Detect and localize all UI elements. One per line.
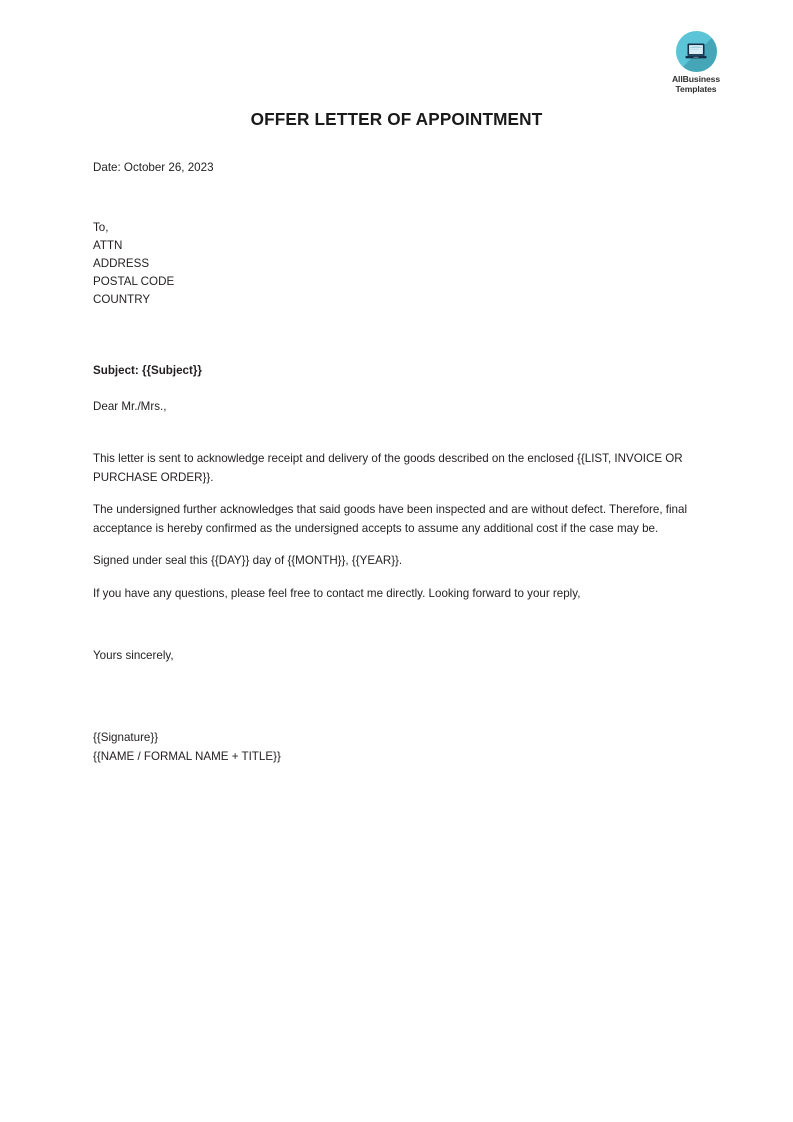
body-paragraphs [93,450,697,617]
letter-body [93,159,697,763]
address-line: To, [93,221,109,234]
body-paragraph: Signed under seal this {{DAY}} day of {{MONTH}}, {{YEAR}}. [93,554,403,567]
body-paragraph: This letter is sent to acknowledge receipt and delivery of the goods described on the enclosed {{LIST, INVOICE OR PURCHASE ORDER}}. [93,452,683,484]
date-line: Date: October 26, 2023 [93,161,214,174]
laptop-icon [685,42,707,61]
closing-line: Yours sincerely, [93,649,174,662]
body-paragraph: The undersigned further acknowledges that said goods have been inspected and are without defect. Therefore, final acceptance is hereby confirmed as the undersigned accepts to assume any additional cost if the case may be. [93,503,688,535]
signature-block [93,729,281,766]
recipient-address-block [93,219,174,309]
address-line: ADDRESS [93,257,150,270]
salutation: Dear Mr./Mrs., [93,400,167,413]
logo-circle [676,31,717,72]
address-line: POSTAL CODE [93,275,175,288]
signer-name-placeholder: {{NAME / FORMAL NAME + TITLE}} [93,749,281,763]
body-paragraph: If you have any questions, please feel free to contact me directly. Looking forward to your reply, [93,586,581,600]
allbusiness-templates-logo [654,31,738,95]
address-line: COUNTRY [93,293,151,306]
logo-wordmark-line2: Templates [675,84,717,95]
logo-wordmark-line1: AllBusiness [671,74,721,84]
signature-placeholder: {{Signature}} [93,731,159,744]
logo-wordmark [654,74,738,95]
address-line: ATTN [93,239,123,252]
subject-line: Subject: {{Subject}} [93,364,202,377]
page-title: OFFER LETTER OF APPOINTMENT [250,108,543,129]
